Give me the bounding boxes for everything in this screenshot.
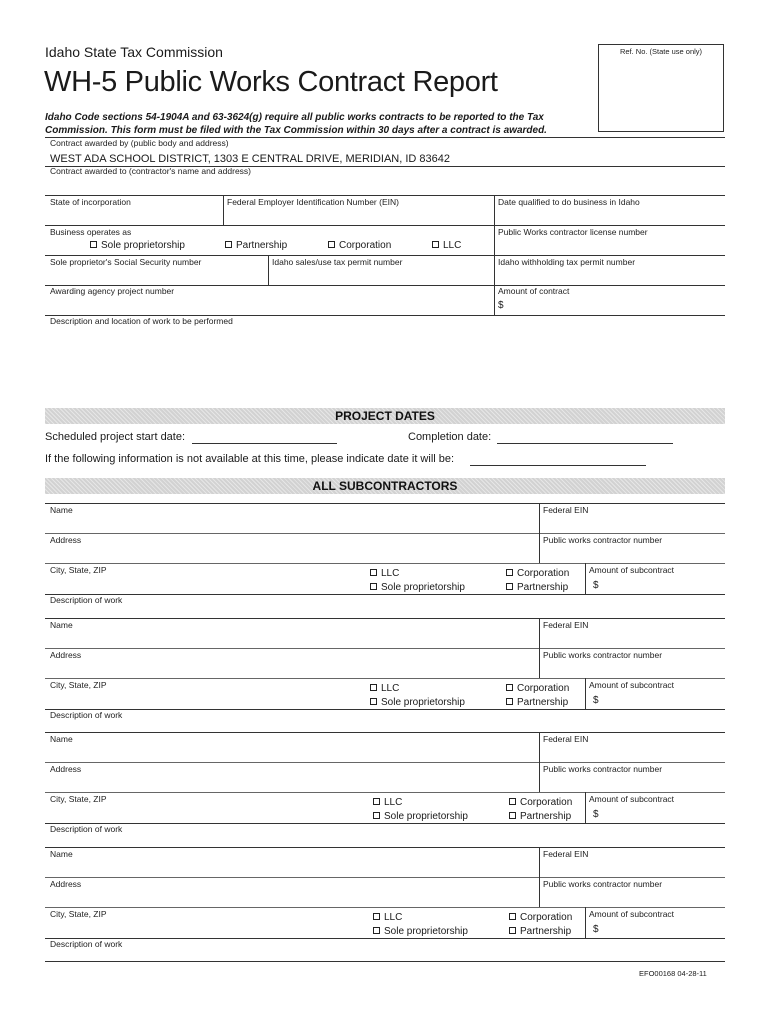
checkbox-icon (90, 241, 97, 248)
subcontractor-name-label: Name (50, 620, 73, 630)
completion-date-label: Completion date: (408, 431, 492, 443)
subcontractor-corporation-checkbox[interactable] (506, 683, 569, 694)
subcontractor-partnership-checkbox-label: Partnership (517, 697, 569, 708)
subcontractor-partnership-checkbox[interactable] (509, 811, 571, 822)
subcontractor-amount-dollar: $ (593, 695, 599, 706)
subcontractor-sole-checkbox-label: Sole proprietorship (381, 582, 465, 593)
subcontractor-partnership-checkbox[interactable] (506, 697, 568, 708)
start-date-field[interactable] (192, 443, 337, 444)
license-number-label: Public Works contractor license number (498, 227, 648, 237)
subcontractors-heading: ALL SUBCONTRACTORS (45, 478, 725, 494)
subcontractor-amount-label: Amount of subcontract (589, 565, 675, 575)
na-date-field[interactable] (470, 465, 646, 466)
subcontractor-corporation-checkbox[interactable] (509, 797, 572, 808)
checkbox-icon (506, 684, 513, 691)
subcontractor-fein-label: Federal EIN (543, 734, 589, 744)
contract-amount-label: Amount of contract (498, 286, 570, 296)
subcontractor-sole-checkbox[interactable] (373, 926, 468, 937)
subcontractor-amount-label: Amount of subcontract (589, 680, 675, 690)
llc-checkbox[interactable] (432, 240, 461, 251)
subcontractor-address-label: Address (50, 879, 82, 889)
awarded-to-label: Contract awarded to (contractor's name and address) (50, 166, 251, 176)
subcontractor-description-label: Description of work (50, 595, 123, 605)
subcontractor-description-label: Description of work (50, 824, 123, 834)
subcontractor-name-label: Name (50, 505, 73, 515)
awarded-by-label: Contract awarded by (public body and address) (50, 138, 229, 148)
date-qualified-label: Date qualified to do business in Idaho (498, 197, 640, 207)
checkbox-icon (506, 698, 513, 705)
contract-amount-dollar: $ (498, 300, 504, 311)
subcontractor-llc-checkbox-label: LLC (384, 912, 403, 923)
checkbox-icon (509, 798, 516, 805)
subcontractor-sole-checkbox-label: Sole proprietorship (381, 697, 465, 708)
awarded-to-field[interactable] (45, 178, 725, 195)
agency-name: Idaho State Tax Commission (45, 44, 223, 60)
subcontractor-amount-dollar: $ (593, 924, 599, 935)
business-operates-label: Business operates as (50, 227, 132, 237)
ref-number-label: Ref. No. (State use only) (619, 47, 703, 56)
form-code: EFO00168 04-28-11 (639, 969, 707, 978)
state-incorporation-label: State of incorporation (50, 197, 131, 207)
subcontractor-fein-label: Federal EIN (543, 849, 589, 859)
subcontractor-partnership-checkbox[interactable] (506, 582, 568, 593)
subcontractor-amount-label: Amount of subcontract (589, 909, 675, 919)
subcontractor-description-label: Description of work (50, 710, 123, 720)
checkbox-icon (370, 583, 377, 590)
checkbox-icon (509, 913, 516, 920)
na-date-label: If the following information is not available at this time, please indicate date it will be: (45, 453, 455, 465)
completion-date-field[interactable] (497, 443, 673, 444)
checkbox-icon (373, 927, 380, 934)
checkbox-icon (506, 583, 513, 590)
checkbox-icon (432, 241, 439, 248)
sole-proprietorship-checkbox[interactable] (90, 240, 185, 251)
subcontractor-partnership-checkbox-label: Partnership (520, 811, 572, 822)
subcontractor-llc-checkbox[interactable] (373, 797, 402, 808)
llc-label: LLC (443, 240, 462, 251)
checkbox-icon (373, 812, 380, 819)
subcontractor-sole-checkbox[interactable] (370, 697, 465, 708)
ref-number-box[interactable] (598, 44, 724, 132)
sole-proprietorship-label: Sole proprietorship (101, 240, 185, 251)
intro-line-1: Idaho Code sections 54-1904A and 63-3624(g) require all public works contracts to be reported to the Tax (45, 112, 544, 123)
subcontractor-name-label: Name (50, 734, 73, 744)
subcontractor-amount-label: Amount of subcontract (589, 794, 675, 804)
subcontractor-description-field[interactable] (45, 951, 725, 965)
subcontractor-llc-checkbox[interactable] (370, 568, 399, 579)
corporation-label: Corporation (339, 240, 392, 251)
subcontractor-address-label: Address (50, 764, 82, 774)
subcontractor-amount-dollar: $ (593, 809, 599, 820)
subcontractor-corporation-checkbox[interactable] (506, 568, 569, 579)
subcontractor-corporation-checkbox[interactable] (509, 912, 572, 923)
subcontractor-llc-checkbox[interactable] (370, 683, 399, 694)
subcontractor-license-label: Public works contractor number (543, 879, 663, 889)
partnership-checkbox[interactable] (225, 240, 287, 251)
subcontractor-name-field[interactable] (45, 630, 539, 646)
work-description-field[interactable] (45, 328, 725, 400)
awarded-by-value[interactable]: WEST ADA SCHOOL DISTRICT, 1303 E CENTRAL DRIVE, MERIDIAN, ID 83642 (50, 153, 450, 165)
checkbox-icon (370, 684, 377, 691)
checkbox-icon (373, 913, 380, 920)
subcontractor-corporation-checkbox-label: Corporation (517, 568, 570, 579)
subcontractor-sole-checkbox-label: Sole proprietorship (384, 926, 468, 937)
checkbox-icon (509, 927, 516, 934)
subcontractor-fein-label: Federal EIN (543, 505, 589, 515)
subcontractor-city-label: City, State, ZIP (50, 794, 107, 804)
subcontractor-llc-checkbox[interactable] (373, 912, 402, 923)
checkbox-icon (509, 812, 516, 819)
fein-label: Federal Employer Identification Number (EIN) (227, 197, 399, 207)
form-title: WH-5 Public Works Contract Report (44, 66, 498, 98)
corporation-checkbox[interactable] (328, 240, 391, 251)
subcontractor-name-label: Name (50, 849, 73, 859)
subcontractor-llc-checkbox-label: LLC (381, 683, 400, 694)
subcontractor-description-label: Description of work (50, 939, 123, 949)
project-dates-heading: PROJECT DATES (45, 408, 725, 424)
subcontractor-license-label: Public works contractor number (543, 764, 663, 774)
subcontractor-license-label: Public works contractor number (543, 535, 663, 545)
subcontractor-amount-dollar: $ (593, 580, 599, 591)
work-description-label: Description and location of work to be performed (50, 316, 233, 326)
subcontractor-sole-checkbox-label: Sole proprietorship (384, 811, 468, 822)
subcontractor-corporation-checkbox-label: Corporation (520, 797, 573, 808)
subcontractor-city-label: City, State, ZIP (50, 565, 107, 575)
subcontractor-address-label: Address (50, 535, 82, 545)
intro-line-2: Commission. This form must be filed with the Tax Commission within 30 days after a contract is awarded. (45, 125, 547, 136)
checkbox-icon (225, 241, 232, 248)
withholding-permit-label: Idaho withholding tax permit number (498, 257, 636, 267)
start-date-label: Scheduled project start date: (45, 431, 186, 443)
subcontractor-sole-checkbox[interactable] (370, 582, 465, 593)
subcontractor-partnership-checkbox-label: Partnership (517, 582, 569, 593)
subcontractor-llc-checkbox-label: LLC (381, 568, 400, 579)
checkbox-icon (506, 569, 513, 576)
subcontractor-partnership-checkbox-label: Partnership (520, 926, 572, 937)
ssn-label: Sole proprietor's Social Security number (50, 257, 202, 267)
subcontractor-corporation-checkbox-label: Corporation (520, 912, 573, 923)
subcontractor-address-label: Address (50, 650, 82, 660)
checkbox-icon (373, 798, 380, 805)
sales-tax-permit-label: Idaho sales/use tax permit number (272, 257, 403, 267)
subcontractor-corporation-checkbox-label: Corporation (517, 683, 570, 694)
subcontractor-partnership-checkbox[interactable] (509, 926, 571, 937)
subcontractor-name-field[interactable] (45, 859, 539, 875)
partnership-label: Partnership (236, 240, 288, 251)
subcontractor-license-label: Public works contractor number (543, 650, 663, 660)
agency-project-number-label: Awarding agency project number (50, 286, 175, 296)
subcontractor-llc-checkbox-label: LLC (384, 797, 403, 808)
subcontractor-city-label: City, State, ZIP (50, 680, 107, 690)
subcontractor-city-label: City, State, ZIP (50, 909, 107, 919)
subcontractor-sole-checkbox[interactable] (373, 811, 468, 822)
subcontractor-name-field[interactable] (45, 515, 539, 531)
subcontractor-fein-label: Federal EIN (543, 620, 589, 630)
checkbox-icon (370, 569, 377, 576)
subcontractor-name-field[interactable] (45, 744, 539, 760)
checkbox-icon (370, 698, 377, 705)
checkbox-icon (328, 241, 335, 248)
subcontractor-description-field[interactable] (45, 722, 725, 736)
